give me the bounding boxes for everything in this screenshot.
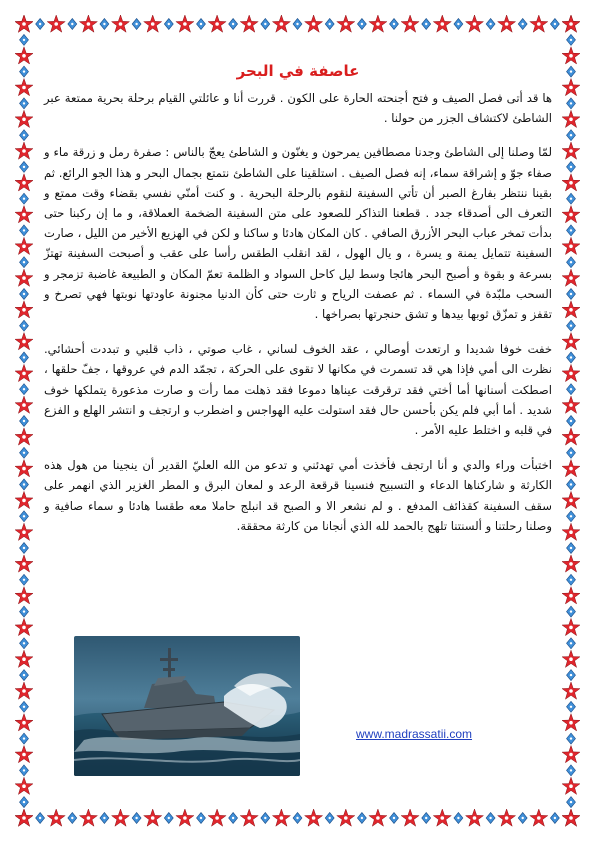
border-star-icon (15, 396, 33, 413)
border-diamond-icon (20, 289, 29, 300)
border-star-icon (562, 174, 580, 191)
border-star-icon (433, 15, 451, 32)
warship-in-storm-photo (74, 636, 300, 776)
border-diamond-icon (20, 574, 29, 585)
border-star-icon (240, 809, 258, 826)
article (44, 62, 552, 551)
border-star-icon (176, 15, 194, 32)
border-diamond-icon (20, 320, 29, 331)
border-star-icon (466, 809, 484, 826)
paragraph-1: ها قد أتى فصل الصيف و فتح أجنحته الحارة على الكون . قررت أنا و عائلتي القيام برحلة بحرية ممتعة عبر الشاطئ لاكتشاف الجزر من حولنا . (44, 91, 552, 126)
border-diamond-icon (100, 19, 109, 30)
border-star-icon (562, 714, 580, 731)
border-star-icon (15, 746, 33, 763)
border-diamond-icon (390, 19, 399, 30)
border-diamond-icon (20, 543, 29, 554)
border-diamond-icon (20, 479, 29, 490)
border-star-icon (562, 777, 580, 794)
border-star-icon (498, 809, 516, 826)
border-diamond-icon (567, 225, 576, 236)
border-diamond-icon (567, 66, 576, 77)
border-diamond-icon (132, 813, 141, 824)
border-star-icon (15, 460, 33, 477)
border-diamond-icon (20, 670, 29, 681)
border-diamond-icon (20, 511, 29, 522)
border-diamond-icon (518, 19, 527, 30)
border-star-icon (562, 555, 580, 572)
border-diamond-icon (567, 384, 576, 395)
border-star-icon (369, 15, 387, 32)
border-diamond-icon (567, 638, 576, 649)
border-star-icon (272, 15, 290, 32)
border-diamond-icon (229, 813, 238, 824)
border-star-icon (15, 428, 33, 445)
border-star-icon (15, 650, 33, 667)
border-diamond-icon (20, 352, 29, 363)
border-diamond-icon (550, 19, 559, 30)
border-diamond-icon (229, 19, 238, 30)
border-star-icon (337, 15, 355, 32)
border-diamond-icon (20, 638, 29, 649)
border-star-icon (47, 15, 65, 32)
border-star-icon (562, 15, 580, 32)
border-diamond-icon (486, 19, 495, 30)
border-star-icon (79, 15, 97, 32)
border-diamond-icon (20, 257, 29, 268)
border-star-icon (498, 15, 516, 32)
border-star-icon (337, 809, 355, 826)
border-diamond-icon (20, 765, 29, 776)
border-diamond-icon (567, 130, 576, 141)
border-diamond-icon (422, 813, 431, 824)
border-star-icon (15, 587, 33, 604)
border-diamond-icon (20, 130, 29, 141)
border-diamond-icon (567, 511, 576, 522)
border-diamond-icon (550, 813, 559, 824)
border-star-icon (15, 333, 33, 350)
border-diamond-icon (20, 384, 29, 395)
border-star-icon (562, 746, 580, 763)
border-star-icon (562, 523, 580, 540)
border-diamond-icon (567, 701, 576, 712)
border-star-icon (112, 809, 130, 826)
border-star-icon (433, 809, 451, 826)
border-diamond-icon (567, 797, 576, 808)
border-diamond-icon (567, 574, 576, 585)
border-star-icon (15, 682, 33, 699)
border-diamond-icon (20, 66, 29, 77)
border-star-icon (208, 809, 226, 826)
border-star-icon (144, 15, 162, 32)
border-star-icon (562, 460, 580, 477)
border-diamond-icon (454, 813, 463, 824)
border-star-icon (401, 809, 419, 826)
article-title: عاصفة في البحر (236, 62, 360, 80)
border-diamond-icon (36, 813, 45, 824)
border-star-icon (530, 15, 548, 32)
border-diamond-icon (261, 813, 270, 824)
border-star-icon (15, 174, 33, 191)
border-star-icon (15, 301, 33, 318)
border-diamond-icon (567, 320, 576, 331)
border-diamond-icon (357, 19, 366, 30)
border-diamond-icon (422, 19, 431, 30)
border-star-icon (562, 237, 580, 254)
border-diamond-icon (20, 606, 29, 617)
border-diamond-icon (567, 161, 576, 172)
border-star-icon (15, 618, 33, 635)
border-diamond-icon (567, 606, 576, 617)
border-star-icon (176, 809, 194, 826)
border-star-icon (240, 15, 258, 32)
border-star-icon (15, 142, 33, 159)
border-diamond-icon (293, 19, 302, 30)
border-star-icon (79, 809, 97, 826)
border-star-icon (305, 15, 323, 32)
border-star-icon (112, 15, 130, 32)
border-star-icon (15, 777, 33, 794)
border-star-icon (47, 809, 65, 826)
border-diamond-icon (567, 479, 576, 490)
border-diamond-icon (567, 543, 576, 554)
border-diamond-icon (486, 813, 495, 824)
border-star-icon (562, 301, 580, 318)
border-diamond-icon (567, 289, 576, 300)
border-star-icon (562, 650, 580, 667)
border-star-icon (144, 809, 162, 826)
border-diamond-icon (567, 352, 576, 363)
border-star-icon (562, 428, 580, 445)
border-star-icon (15, 364, 33, 381)
border-diamond-icon (197, 813, 206, 824)
border-diamond-icon (20, 161, 29, 172)
border-diamond-icon (567, 765, 576, 776)
border-star-icon (562, 396, 580, 413)
border-star-icon (562, 618, 580, 635)
border-star-icon (15, 15, 33, 32)
border-diamond-icon (518, 813, 527, 824)
border-diamond-icon (20, 797, 29, 808)
border-diamond-icon (20, 416, 29, 427)
border-star-icon (562, 110, 580, 127)
website-link[interactable]: www.madrassatii.com (356, 727, 473, 741)
border-star-icon (401, 15, 419, 32)
border-diamond-icon (36, 19, 45, 30)
border-star-icon (562, 587, 580, 604)
border-star-icon (272, 809, 290, 826)
border-diamond-icon (567, 257, 576, 268)
border-diamond-icon (164, 813, 173, 824)
border-diamond-icon (293, 813, 302, 824)
border-diamond-icon (68, 813, 77, 824)
border-diamond-icon (20, 34, 29, 45)
border-star-icon (562, 79, 580, 96)
border-star-icon (562, 333, 580, 350)
border-diamond-icon (567, 193, 576, 204)
border-diamond-icon (567, 416, 576, 427)
border-star-icon (208, 15, 226, 32)
paragraph-4: اختبأت وراء والدي و أنا ارتجف فأخذت أمي تهدئني و تدعو من الله العليّ القدير أن ينجينا من هول هذه الكارثة و شاركناها الدعاء و التسبيح فنسينا قرقعة الرعد و لمعان البرق و المطر الغزير الذي انهمر على سقف السفينة كقذائف المدفع . و لم نشعر الا و الصبح قد انبلج حاملا معه طقسا هادئا و سماء صافية و وصلنا رحلتنا و ألسنتنا تلهج بالحمد لله الذي أنجانا من كارثة محققة. (44, 458, 552, 533)
border-star-icon (562, 364, 580, 381)
border-diamond-icon (20, 447, 29, 458)
border-diamond-icon (132, 19, 141, 30)
border-diamond-icon (20, 701, 29, 712)
border-diamond-icon (567, 447, 576, 458)
border-star-icon (15, 714, 33, 731)
border-diamond-icon (357, 813, 366, 824)
border-diamond-icon (20, 733, 29, 744)
border-diamond-icon (68, 19, 77, 30)
border-star-icon (562, 206, 580, 223)
border-star-icon (562, 47, 580, 64)
border-diamond-icon (390, 813, 399, 824)
border-diamond-icon (164, 19, 173, 30)
border-star-icon (15, 206, 33, 223)
border-star-icon (530, 809, 548, 826)
border-star-icon (15, 47, 33, 64)
border-diamond-icon (567, 670, 576, 681)
border-diamond-icon (325, 813, 334, 824)
border-star-icon (562, 809, 580, 826)
border-star-icon (15, 523, 33, 540)
border-star-icon (466, 15, 484, 32)
border-diamond-icon (20, 193, 29, 204)
border-diamond-icon (261, 19, 270, 30)
border-star-icon (15, 79, 33, 96)
border-star-icon (369, 809, 387, 826)
border-diamond-icon (197, 19, 206, 30)
paragraph-3: خفت خوفا شديدا و ارتعدت أوصالي ، عقد الخوف لساني ، غاب صوتي ، ذاب قلبي و تبددت أحشائي. نظرت الى أمي فإذا هي قد تسمرت في مكانها لا تقوى على الحركة ، تجمّد الدم في عروقها ، جفّ حلقها ، اصطكت أسنانها أما أختي فقد ترقرقت عيناها دموعا فقد ذهلت مما رأت و صارت مذعورة يتملكها خوف شديد . أما أبي فلم يكن بأحسن حال فقد استولت عليه الهواجس و اضطرب و ارتجف و انتشر الهلع و الفزع في قلبه و اختلط عليه الأمر . (44, 342, 552, 438)
border-star-icon (562, 142, 580, 159)
border-star-icon (15, 269, 33, 286)
border-diamond-icon (454, 19, 463, 30)
border-star-icon (562, 491, 580, 508)
border-diamond-icon (567, 34, 576, 45)
border-star-icon (15, 110, 33, 127)
border-diamond-icon (100, 813, 109, 824)
border-diamond-icon (20, 98, 29, 109)
border-star-icon (562, 269, 580, 286)
border-diamond-icon (20, 225, 29, 236)
border-star-icon (15, 555, 33, 572)
border-star-icon (305, 809, 323, 826)
border-diamond-icon (567, 733, 576, 744)
border-star-icon (562, 682, 580, 699)
border-diamond-icon (567, 98, 576, 109)
border-diamond-icon (325, 19, 334, 30)
border-star-icon (15, 237, 33, 254)
border-star-icon (15, 809, 33, 826)
border-star-icon (15, 491, 33, 508)
paragraph-2: لمّا وصلنا إلى الشاطئ وجدنا مصطافين يمرحون و يغنّون و الشاطئ يعجّ بالناس : صفرة رمل و زرقة ماء و صفاء جوّ و إشراقة سماء، إنه فصل الصيف . استلقينا على الشاطئ نتمتع بجمال البحر و هذا الجو الرائع. ثم بقينا ننتظر بفارغ الصبر أن تأتي السفينة لنقوم بالرحلة البحرية . و كنت أمنّي نفسي بقضاء وقت ممتع و التعرف الى أصدقاء جدد . قطعنا التذاكر للصعود على متن السفينة الضخمة العملاقة، و ما إن ركبنا حتى بدأت تمخر عباب البحر الأزرق الصافي . كان المكان هادئا و ساكنا و لكن في الهزيع الأخير من الليل ، صارت السفينة تتمايل يمنة و يسرة ، و يال الهول ، لقد انقلب الطقس رأسا على عقب و أصبحت السفينة تهتزّ بسرعة و بقوة و أصبح البحر هائجا وسط ليل كاحل السواد و الظلمة تعمّ المكان و الطبيعة غاضبة تزمجر و السحب ملبّدة في السماء . ثم عصفت الرياح و ثارت حتى كأن الدنيا مجنونة عاودتها نوبتها فهي تصرخ و تقفز و تمزّق ثوبها بيدها و تشق حنجرتها بصراخها . (44, 145, 552, 322)
